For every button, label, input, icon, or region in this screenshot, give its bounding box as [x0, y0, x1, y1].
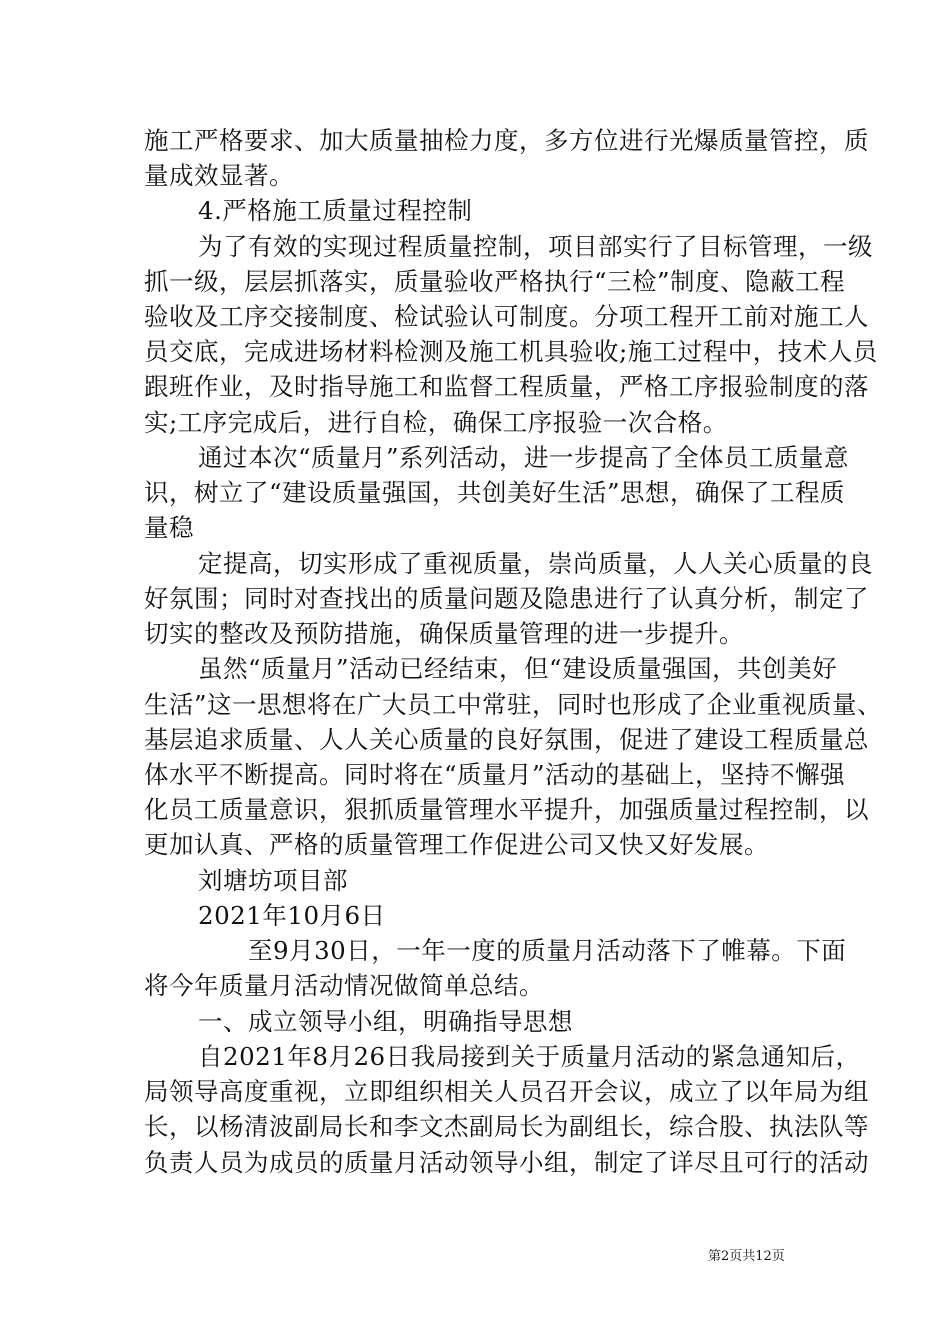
text-line: 量稳	[144, 513, 194, 542]
text-line: 好氛围；同时对查找出的质量问题及隐患进行了认真分析，制定了	[144, 584, 869, 613]
text-line: 切实的整改及预防措施，确保质量管理的进一步提升。	[144, 619, 744, 648]
text-line: 施工严格要求、加大质量抽检力度，多方位进行光爆质量管控，质	[144, 126, 869, 155]
text-line: 更加认真、严格的质量管理工作促进公司又快又好发展。	[144, 830, 769, 859]
text-line: 识，树立了“建设质量强国，共创美好生活”思想，确保了工程质	[144, 478, 846, 507]
text-line: 量成效显著。	[144, 161, 294, 190]
text-line: 负责人员为成员的质量月活动领导小组，制定了详尽且可行的活动	[144, 1148, 869, 1177]
page-number: 第2页共12页	[708, 1249, 785, 1264]
text-line: 虽然“质量月”活动已经结束，但“建设质量强国，共创美好	[198, 654, 838, 683]
text-line: 定提高，切实形成了重视质量，崇尚质量，人人关心质量的良	[198, 549, 873, 578]
text-line: 长，以杨清波副局长和李文杰副局长为副组长，综合股、执法队等	[144, 1112, 869, 1141]
text-line: 体水平不断提高。同时将在“质量月”活动的基础上，坚持不懈强	[144, 760, 846, 789]
text-line: 化员工质量意识，狠抓质量管理水平提升，加强质量过程控制，以	[144, 795, 869, 824]
section-heading: 4.严格施工质量过程控制	[198, 196, 473, 225]
text-line: 基层追求质量、人人关心质量的良好氛围，促进了建设工程质量总	[144, 725, 869, 754]
text-line: 验收及工序交接制度、检试验认可制度。分项工程开工前对施工人	[144, 302, 869, 331]
text-line: 为了有效的实现过程质量控制，项目部实行了目标管理，一级	[198, 232, 873, 261]
signature-date: 2021年10月6日	[198, 901, 386, 930]
text-line: 跟班作业，及时指导施工和监督工程质量，严格工序报验制度的落	[144, 372, 869, 401]
text-line: 抓一级，层层抓落实，质量验收严格执行“三检”制度、隐蔽工程	[144, 267, 846, 296]
text-line: 至9月30日，一年一度的质量月活动落下了帷幕。下面	[248, 936, 847, 965]
text-line: 通过本次“质量月”系列活动，进一步提高了全体员工质量意	[198, 443, 850, 472]
text-line: 实;工序完成后，进行自检，确保工序报验一次合格。	[144, 408, 728, 437]
signature-org: 刘塘坊项目部	[198, 866, 348, 895]
section-heading: 一、成立领导小组，明确指导思想	[198, 1007, 573, 1036]
text-line: 自2021年8月26日我局接到关于质量月活动的紧急通知后，	[198, 1042, 861, 1071]
text-line: 员交底，完成进场材料检测及施工机具验收;施工过程中，技术人员	[144, 337, 878, 366]
text-line: 局领导高度重视，立即组织相关人员召开会议，成立了以年局为组	[144, 1077, 869, 1106]
text-line: 生活”这一思想将在广大员工中常驻，同时也形成了企业重视质量、	[144, 690, 883, 719]
text-line: 将今年质量月活动情况做简单总结。	[144, 971, 544, 1000]
